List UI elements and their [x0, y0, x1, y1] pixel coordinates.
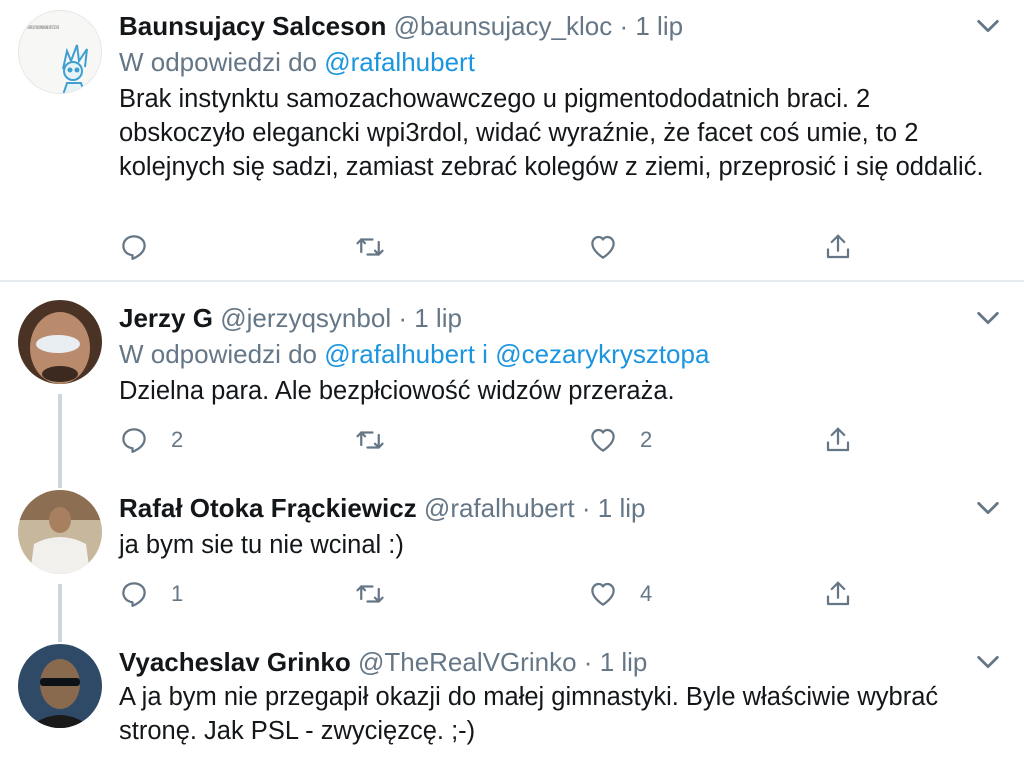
retweet-icon [355, 579, 385, 609]
display-name[interactable]: Jerzy G [119, 303, 213, 333]
avatar[interactable] [18, 644, 102, 728]
avatar[interactable] [18, 300, 102, 384]
heart-icon [588, 232, 618, 262]
avatar-image [18, 490, 102, 574]
reply-count: 2 [171, 427, 184, 452]
tweet-text: Dzielna para. Ale bezpłciowość widzów przeraża. [119, 377, 675, 405]
heart-icon [588, 425, 618, 455]
tweet-text: A ja bym nie przegapił okazji do małej gimnastyki. Byle właściwie wybrać stronę. Jak PSL - zwycięzcę. ;-) [119, 683, 939, 745]
reply-prefix: W odpowiedzi do [119, 339, 317, 369]
separator: · [583, 647, 593, 677]
tweet-date[interactable]: 1 lip [599, 647, 648, 677]
tweet-actions [119, 574, 879, 614]
display-name[interactable]: Baunsujacy Salceson [119, 11, 387, 41]
chevron-down-icon[interactable] [974, 648, 1002, 676]
reply-count: 1 [171, 581, 184, 606]
tweet-header [119, 488, 645, 528]
display-name[interactable]: Vyacheslav Grinko [119, 647, 351, 677]
reply-context [119, 336, 709, 372]
tweet[interactable] [0, 630, 1024, 769]
avatar-image [19, 11, 102, 94]
reply-icon [119, 579, 149, 609]
share-button[interactable] [823, 227, 853, 267]
share-icon [823, 425, 853, 455]
separator: · [581, 493, 591, 523]
reply-button[interactable] [119, 227, 171, 267]
tweet-actions [119, 227, 879, 267]
like-button[interactable] [588, 574, 652, 614]
tweet-date[interactable]: 1 lip [635, 11, 684, 41]
retweet-button[interactable] [355, 420, 385, 460]
tweet-header [119, 6, 683, 46]
mention-joiner: i [482, 339, 488, 369]
like-button[interactable] [588, 420, 652, 460]
tweet[interactable] [0, 482, 1024, 630]
mention-link[interactable]: @rafalhubert [324, 47, 475, 77]
tweet-text: Brak instynktu samozachowawczego u pigmentododatnich braci. 2 obskoczyło elegancki wpi3rdol, widać wyraźnie, że facet coś umie, to 2 kolejnych się sadzi, zamiast zebrać kolegów z ziemi, przeprosić i się oddalić. [119, 85, 984, 181]
retweet-button[interactable] [355, 574, 385, 614]
reply-button[interactable] [119, 420, 183, 460]
avatar-caption-text [27, 25, 59, 31]
thread-line [58, 584, 62, 630]
thread-line [58, 630, 62, 642]
share-icon [823, 232, 853, 262]
avatar-caption [27, 25, 59, 31]
tweet-header [119, 298, 462, 338]
heart-icon [588, 579, 618, 609]
tweet-text: ja bym sie tu nie wcinal :) [119, 531, 404, 559]
thread-line [58, 394, 62, 482]
mention-link[interactable]: @rafalhubert [324, 339, 475, 369]
avatar-image [18, 300, 102, 384]
reply-context [119, 44, 475, 80]
tweet-actions [119, 420, 879, 460]
user-handle[interactable]: @TheRealVGrinko [357, 647, 577, 677]
retweet-icon [355, 425, 385, 455]
tweet[interactable] [0, 0, 1024, 280]
avatar-image [18, 644, 102, 728]
chevron-down-icon[interactable] [974, 494, 1002, 522]
user-handle[interactable]: @jerzyqsynbol [220, 303, 392, 333]
reply-prefix: W odpowiedzi do [119, 47, 317, 77]
reply-icon [119, 425, 149, 455]
share-icon [823, 579, 853, 609]
share-button[interactable] [823, 574, 853, 614]
display-name[interactable]: Rafał Otoka Frąckiewicz [119, 493, 417, 523]
chevron-down-icon[interactable] [974, 304, 1002, 332]
tweet-date[interactable]: 1 lip [414, 303, 462, 333]
retweet-button[interactable] [355, 227, 385, 267]
reply-button[interactable] [119, 574, 183, 614]
retweet-icon [355, 232, 385, 262]
reply-icon [119, 232, 149, 262]
avatar[interactable] [18, 10, 102, 94]
chevron-down-icon[interactable] [974, 12, 1002, 40]
user-handle[interactable]: @rafalhubert [423, 493, 575, 523]
thread-line [58, 482, 62, 488]
avatar[interactable] [18, 490, 102, 574]
like-button[interactable] [588, 227, 640, 267]
tweet[interactable] [0, 282, 1024, 482]
share-button[interactable] [823, 420, 853, 460]
separator: · [398, 303, 407, 333]
separator: · [619, 11, 629, 41]
tweet-header [119, 642, 647, 682]
like-count: 4 [640, 581, 653, 606]
tweet-date[interactable]: 1 lip [597, 493, 646, 523]
like-count: 2 [640, 427, 653, 452]
mention-link[interactable]: @cezarykrysztopa [495, 339, 710, 369]
user-handle[interactable]: @baunsujacy_kloc [393, 11, 613, 41]
